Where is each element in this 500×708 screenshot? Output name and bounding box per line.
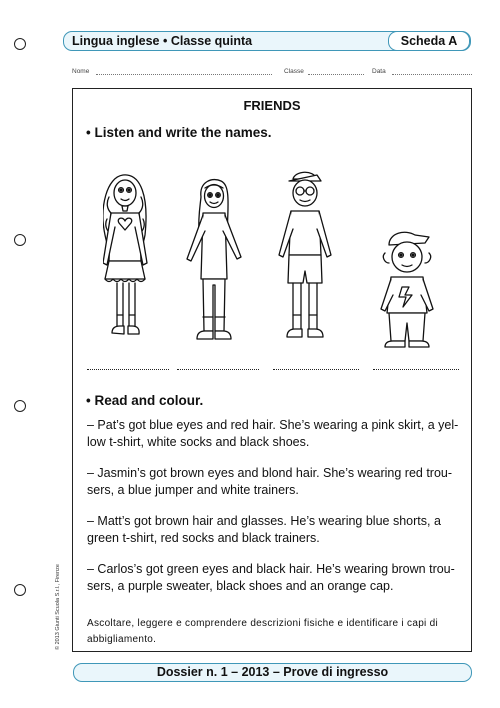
subject-label: Lingua inglese • Classe quinta xyxy=(72,34,253,48)
binder-hole xyxy=(14,400,26,412)
answer-line-1[interactable] xyxy=(87,369,169,370)
description-jasmin: – Jasmin’s got brown eyes and blond hair. She’s wearing red trou- sers, a blue jumper and white trainers. xyxy=(87,466,453,497)
worksheet-box xyxy=(72,88,472,652)
class-field[interactable] xyxy=(308,74,364,75)
girl-curly-hair-figure xyxy=(103,175,147,334)
page-footer: Dossier n. 1 – 2013 – Prove di ingresso xyxy=(73,663,472,682)
boy-cap-figure xyxy=(381,232,433,347)
task-listen-heading: • Listen and write the names. xyxy=(86,125,272,140)
sheet-label: Scheda A xyxy=(388,31,470,51)
answer-line-2[interactable] xyxy=(177,369,259,370)
name-field[interactable] xyxy=(96,74,272,75)
binder-hole xyxy=(14,38,26,50)
name-label: Nome xyxy=(72,68,90,75)
name-class-date-line xyxy=(72,68,472,78)
copyright-notice: © 2013 Giunti Scuola S.r.l., Firenze xyxy=(55,564,61,650)
description-pat: – Pat’s got blue eyes and red hair. She’s wearing a pink skirt, a yel- low t-shirt, white socks and black shoes. xyxy=(87,418,459,449)
date-label: Data xyxy=(372,68,386,75)
description-carlos: – Carlos’s got green eyes and black hair. He’s wearing brown trou- sers, a purple sweater, black shoes and an orange cap. xyxy=(87,562,455,593)
answer-line-3[interactable] xyxy=(273,369,359,370)
binder-hole xyxy=(14,234,26,246)
learning-objective: Ascoltare, leggere e comprendere descrizioni fisiche e identificare i capi di abbigliamento. xyxy=(87,618,439,645)
task-read-heading: • Read and colour. xyxy=(86,393,204,408)
children-illustration xyxy=(103,167,453,367)
date-field[interactable] xyxy=(392,74,472,75)
description-matt: – Matt’s got brown hair and glasses. He’s wearing blue shorts, a green t-shirt, red socks and black trainers. xyxy=(87,514,441,545)
worksheet-title: FRIENDS xyxy=(243,98,301,113)
boy-glasses-figure xyxy=(279,172,331,337)
binder-hole xyxy=(14,584,26,596)
class-label: Classe xyxy=(284,68,304,75)
girl-long-hair-figure xyxy=(187,180,241,339)
page-header xyxy=(63,31,471,51)
answer-line-4[interactable] xyxy=(373,369,459,370)
